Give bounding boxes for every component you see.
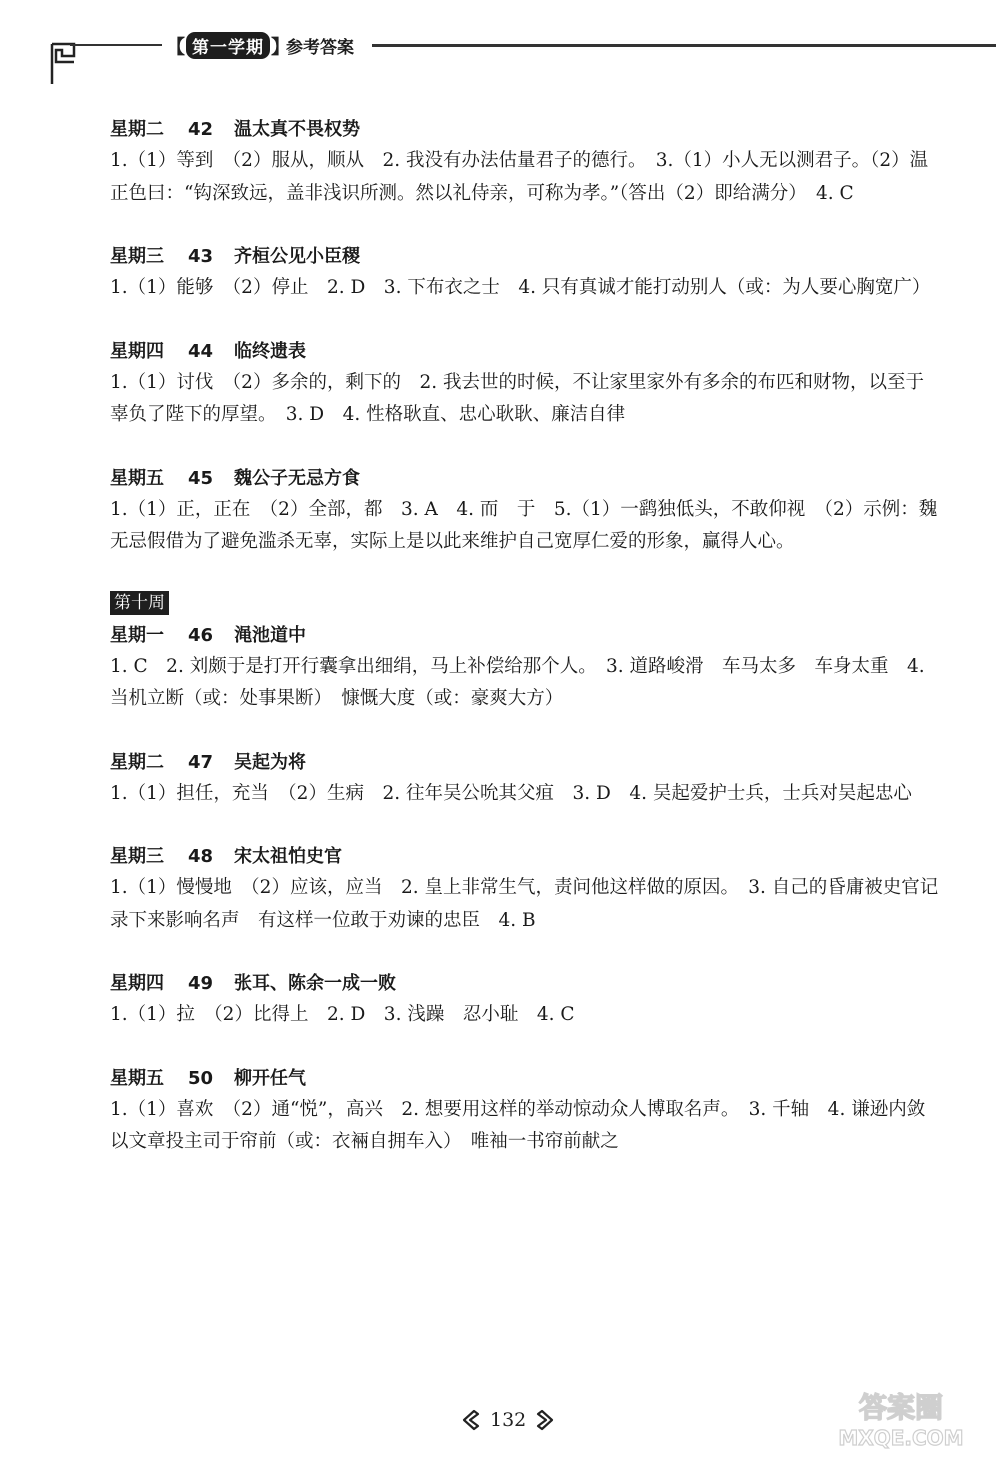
answer-section — [110, 115, 940, 210]
answer-content — [110, 115, 944, 1191]
section-title: 星期四 44 临终遗表 — [110, 340, 306, 362]
answer-section — [110, 464, 940, 559]
section-answer: 1.（1）能够 （2）停止 2. D 3. 下布衣之士 4. 只有真诚才能打动别人（或：为人要心胸宽广） — [110, 277, 931, 298]
section-answer: 1.（1）讨伐 （2）多余的，剩下的 2. 我去世的时候，不让家里家外有多余的布匹和财物，以至于辜负了陛下的厚望。 3. D 4. 性格耿直、忠心耿耿、廉洁自律 — [110, 371, 924, 425]
section-title: 星期三 48 宋太祖怕史官 — [110, 846, 342, 867]
section-answer: 1.（1）慢慢地 （2）应该，应当 2. 皇上非常生气，责问他这样做的原因。 3. 自己的昏庸被史官记录下来影响名声 有这样一位敢于劝谏的忠臣 4. B — [110, 877, 939, 931]
answer-section — [110, 337, 940, 432]
corner-ornament-icon — [48, 40, 78, 84]
section-title: 星期五 45 魏公子无忌方食 — [110, 467, 360, 489]
watermark-bottom: MXQE.COM — [838, 1426, 964, 1450]
answer-section — [110, 842, 940, 937]
term-badge: 【 第一学期 】 — [166, 33, 290, 57]
page-footer — [460, 1405, 556, 1435]
section-title: 星期一 46 渑池道中 — [110, 624, 306, 646]
section-title: 星期二 47 吴起为将 — [110, 751, 306, 773]
section-answer: 1.（1）等到 （2）服从，顺从 2. 我没有办法估量君子的德行。 3.（1）小人无以测君子。（2）温正色曰：“钩深致远，盖非浅识所测。然以礼侍亲，可称为孝。”（答出（2）即给满分） 4. C — [110, 150, 929, 204]
section-answer: 1.（1）担任，充当 （2）生病 2. 往年吴公吮其父疽 3. D 4. 吴起爱护士兵，士兵对吴起忠心 — [110, 782, 912, 804]
week-label: 第十周 — [110, 591, 169, 615]
section-answer: 1.（1）正，正在 （2）全部，都 3. A 4. 而 于 5.（1）一鹞独低头，不敢仰视 （2）示例：魏无忌假借为了避免滥杀无辜，实际上是以此来维护自己宽厚仁爱的形象，赢得人心。 — [110, 498, 938, 552]
watermark-top: 答案圈 — [858, 1391, 944, 1424]
section-answer: 1. C 2. 刘颇于是打开行囊拿出细绢，马上补偿给那个人。 3. 道路峻滑 车马太多 车身太重 4. 当机立断（或：处事果断） 慷慨大度（或：豪爽大方） — [110, 655, 925, 709]
section-title: 星期五 50 柳开任气 — [110, 1067, 306, 1089]
chevron-right-icon — [532, 1409, 556, 1431]
answer-section — [110, 1064, 944, 1159]
section-answer: 1.（1）喜欢 （2）通“悦”，高兴 2. 想要用这样的举动惊动众人博取名声。 3. 千轴 4. 谦逊内敛 以文章投主司于帘前（或：衣裲自拥车入） 唯袖一书帘前献之 — [110, 1098, 944, 1152]
header-title: 参考答案 — [286, 38, 354, 58]
answer-section — [110, 242, 940, 305]
chevron-left-icon — [460, 1409, 484, 1431]
section-title: 星期二 42 温太真不畏权势 — [110, 119, 360, 140]
term-label: 第一学期 — [186, 32, 270, 59]
section-title: 星期四 49 张耳、陈余一成一败 — [110, 973, 396, 994]
watermark-logo-icon — [826, 1383, 976, 1453]
section-title: 星期三 43 齐桓公见小臣稷 — [110, 246, 360, 267]
answer-section — [110, 748, 940, 811]
answer-section — [110, 969, 940, 1032]
answer-section — [110, 621, 940, 716]
header-rule-left — [70, 44, 162, 46]
header-rule-right — [372, 44, 996, 47]
section-answer: 1.（1）拉 （2）比得上 2. D 3. 浅躁 忍小耻 4. C — [110, 1004, 575, 1025]
week-block — [110, 591, 940, 621]
page-number: 132 — [490, 1409, 527, 1431]
page-header — [0, 0, 1000, 90]
